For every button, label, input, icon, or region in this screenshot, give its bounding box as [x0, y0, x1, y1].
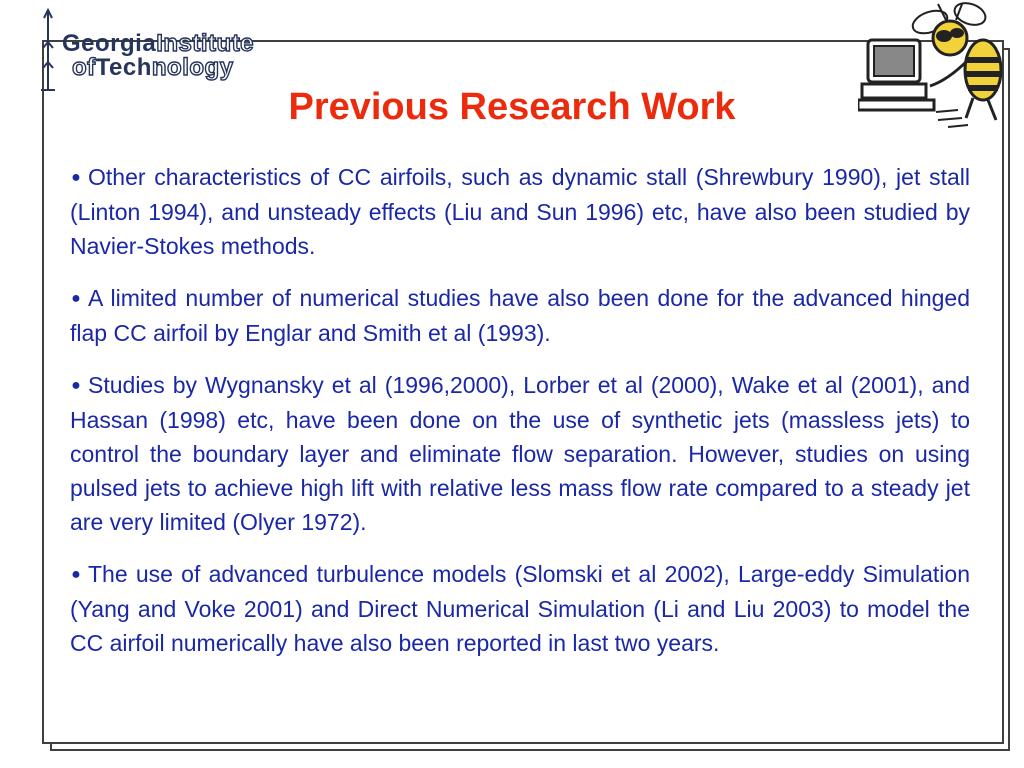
paragraph-text: The use of advanced turbulence models (Slomski et al 2002), Large-eddy Simulation (Yang and Voke 2001) and Direct Numerical Simulation (Li and Liu 2003) to model the CC airfoil numerically have also been reported in last two years. [70, 561, 970, 656]
logo-text-georgia: Georgia [62, 30, 157, 57]
list-item [70, 368, 970, 539]
bullet-dot-icon: ● [71, 169, 81, 186]
bullet-list [70, 160, 970, 678]
paragraph-text: Studies by Wygnansky et al (1996,2000), Lorber et al (2000), Wake et al (2001), and Hassan (1998) etc, have been done on the use of synthetic jets (massless jets) to control the boundary layer and eliminate flow separation. However, studies on using pulsed jets to achieve high lift with relative less mass flow rate compared to a steady jet are very limited (Olyer 1972). [70, 372, 970, 535]
bullet-dot-icon: ● [71, 377, 81, 394]
logo-text-nology: nology [151, 54, 234, 81]
slide-title: Previous Research Work [288, 86, 736, 128]
logo-text-of: of [72, 54, 96, 81]
logo-text-institute: Institute [156, 30, 255, 57]
bullet-dot-icon: ● [71, 290, 81, 307]
georgia-tech-logo [38, 8, 308, 92]
logo-line-2 [72, 54, 234, 82]
paragraph-text: A limited number of numerical studies have also been done for the advanced hinged flap CC airfoil by Englar and Smith et al (1993). [70, 285, 970, 346]
logo-text-tech: Tech [95, 54, 152, 81]
list-item [70, 557, 970, 660]
list-item [70, 281, 970, 350]
logo-emblem-icon [38, 8, 58, 92]
paragraph-text: Other characteristics of CC airfoils, such as dynamic stall (Shrewbury 1990), jet stall (Linton 1994), and unsteady effects (Liu and Sun 1996) etc, have also been studied by Navier-Stokes methods. [70, 164, 970, 259]
bullet-dot-icon: ● [71, 566, 81, 583]
list-item [70, 160, 970, 263]
